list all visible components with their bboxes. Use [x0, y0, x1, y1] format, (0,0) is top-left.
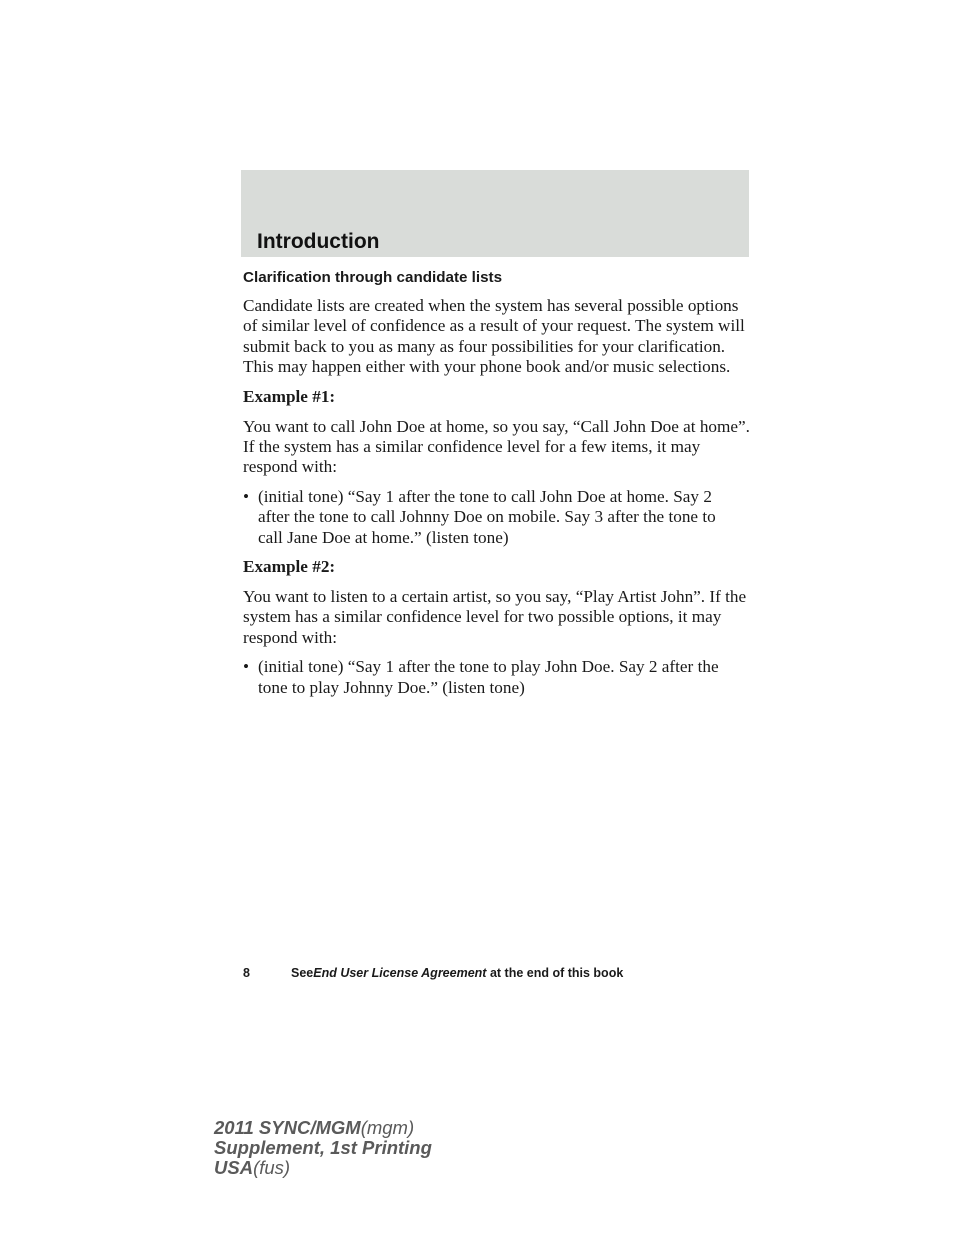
bullet-icon: • — [243, 657, 250, 677]
page-number: 8 — [243, 966, 250, 980]
intro-paragraph — [243, 296, 753, 378]
footer-note — [291, 965, 623, 981]
text-line: respond with: — [243, 627, 338, 647]
printing-region: USA — [214, 1157, 254, 1178]
text-line: If the system has a similar confidence level for a few items, it may — [243, 437, 701, 457]
text-line: call Jane Doe at home.” (listen tone) — [258, 527, 509, 547]
text-line: This may happen either with your phone book and/or music selections. — [243, 357, 731, 377]
section-heading: Clarification through candidate lists — [243, 269, 503, 286]
text-line: submit back to you as many as four possibilities for your clarification. — [243, 336, 726, 356]
example-2-bullet — [243, 657, 753, 698]
printing-code: (mgm) — [360, 1117, 415, 1138]
text-line: (initial tone) “Say 1 after the tone to call John Doe at home. Say 2 — [258, 486, 712, 506]
text-line: after the tone to call Johnny Doe on mobile. Say 3 after the tone to — [258, 507, 716, 527]
footer-rest: at the end of this book — [489, 966, 624, 980]
text-line: Candidate lists are created when the system has several possible options — [243, 296, 739, 315]
example-1-heading: Example #1: — [243, 386, 336, 406]
example-1-bullet — [243, 487, 753, 548]
text-line: system has a similar confidence level for two possible options, it may — [243, 607, 722, 627]
text-line: respond with: — [243, 457, 338, 477]
text-line: of similar level of confidence as a result of your request. The system will — [243, 316, 745, 336]
printing-line-2: Supplement, 1st Printing — [214, 1137, 432, 1158]
example-1-paragraph — [243, 417, 753, 478]
header-band — [241, 170, 749, 257]
footer-agreement: End User License Agreement — [313, 966, 487, 980]
example-2-paragraph — [243, 587, 753, 648]
section-title: Introduction — [257, 230, 380, 253]
example-2-heading: Example #2: — [243, 557, 336, 577]
page-content — [243, 268, 753, 707]
footer-see: See — [291, 966, 314, 980]
printing-info — [214, 1118, 432, 1178]
text-line: You want to listen to a certain artist, so you say, “Play Artist John”. If the — [243, 587, 747, 607]
text-line: tone to play Johnny Doe.” (listen tone) — [258, 677, 525, 697]
printing-line-3 — [214, 1158, 432, 1178]
text-line: You want to call John Doe at home, so you say, “Call John Doe at home”. — [243, 416, 750, 436]
printing-line-1 — [214, 1118, 432, 1138]
printing-title: 2011 SYNC/MGM — [214, 1117, 361, 1138]
text-line: (initial tone) “Say 1 after the tone to play John Doe. Say 2 after the — [258, 657, 719, 677]
bullet-icon: • — [243, 486, 250, 506]
printing-region-code: (fus) — [253, 1157, 291, 1178]
